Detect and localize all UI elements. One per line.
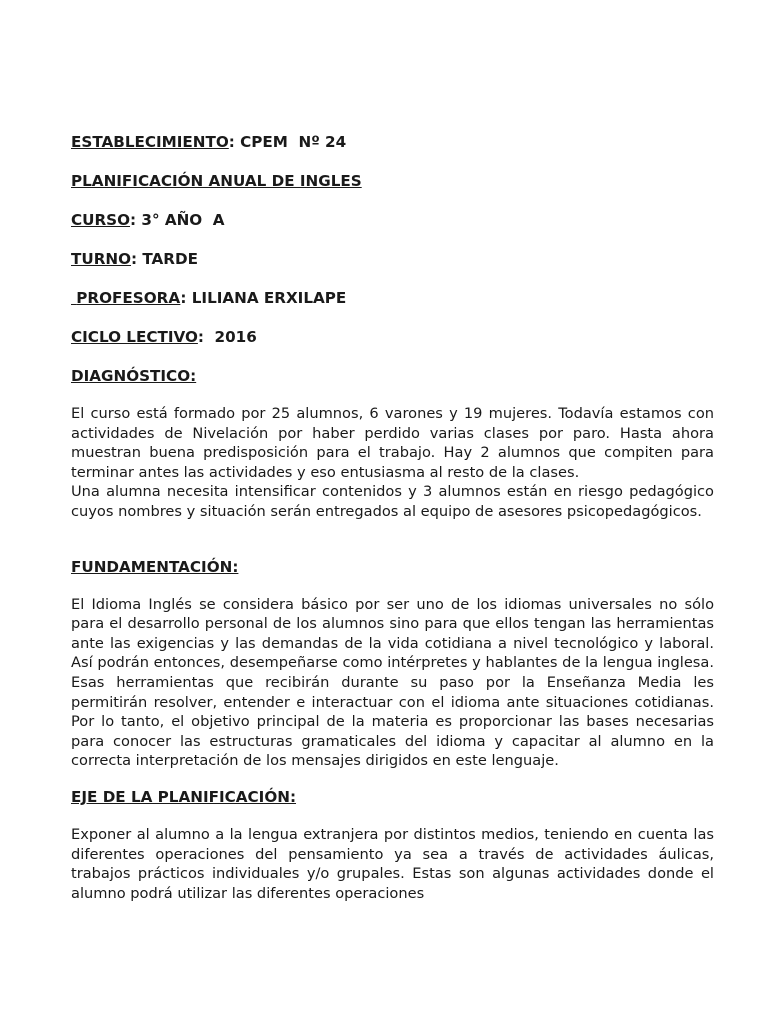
eje-heading (71, 788, 714, 807)
establecimiento-value: : CPEM Nº 24 (228, 133, 347, 151)
profesora-line (71, 289, 714, 308)
turno-value: : TARDE (131, 250, 198, 268)
fundamentacion-title: FUNDAMENTACIÓN: (71, 557, 239, 576)
eje-title: EJE DE LA PLANIFICACIÓN: (71, 787, 297, 806)
turno-line (71, 250, 714, 269)
planificacion-title: PLANIFICACIÓN ANUAL DE INGLES (71, 172, 362, 190)
ciclo-line (71, 328, 714, 347)
curso-line (71, 211, 714, 230)
profesora-value: : LILIANA ERXILAPE (180, 289, 347, 307)
ciclo-value: : 2016 (197, 328, 257, 346)
establecimiento-line (71, 133, 714, 152)
establecimiento-label: ESTABLECIMIENTO (71, 133, 229, 151)
document-page (71, 133, 714, 903)
diagnostico-heading (71, 367, 714, 386)
eje-paragraph: Exponer al alumno a la lengua extranjera por distintos medios, teniendo en cuenta las diferentes operaciones del pensamiento ya sea a través de actividades áulicas, trabajos prácticos individuales y/o grupales. Estas son algunas actividades donde el alumno podrá utilizar las diferentes operaciones (71, 825, 714, 902)
turno-label: TURNO (71, 250, 132, 268)
profesora-label: PROFESORA (76, 289, 181, 307)
curso-label: CURSO (71, 211, 131, 229)
planificacion-line (71, 172, 714, 191)
diagnostico-paragraph-2: Una alumna necesita intensificar contenidos y 3 alumnos están en riesgo pedagógico cuyos nombres y situación serán entregados al equipo de asesores psicopedagógicos. (71, 483, 714, 520)
diagnostico-paragraph-1: El curso está formado por 25 alumnos, 6 varones y 19 mujeres. Todavía estamos con actividades de Nivelación por haber perdido varias clases por paro. Hasta ahora muestran buena predisposición para el trabajo. Hay 2 alumnos que compiten para terminar antes las actividades y eso entusiasma al resto de la clases. (71, 405, 714, 481)
fundamentacion-heading (71, 558, 714, 577)
diagnostico-title: DIAGNÓSTICO: (71, 367, 197, 385)
ciclo-label: CICLO LECTIVO (71, 328, 198, 346)
fundamentacion-paragraph: El Idioma Inglés se considera básico por ser uno de los idiomas universales no sólo para el desarrollo personal de los alumnos sino para que ellos tengan las herramientas ante las exigencias y las demandas de la vida cotidiana a nivel tecnológico y laboral. Así podrán entonces, desempeñarse como intérpretes y hablantes de la lengua inglesa. Esas herramientas que recibirán durante su paso por la Enseñanza Media les permitirán resolver, entender e interactuar con el idioma ante situaciones cotidianas. Por lo tanto, el objetivo principal de la materia es proporcionar las bases necesarias para conocer las estructuras gramaticales del idioma y capacitar al alumno en la correcta interpretación de los mensajes dirigidos en este lenguaje. (71, 595, 714, 770)
curso-value: : 3° AÑO A (130, 211, 225, 229)
